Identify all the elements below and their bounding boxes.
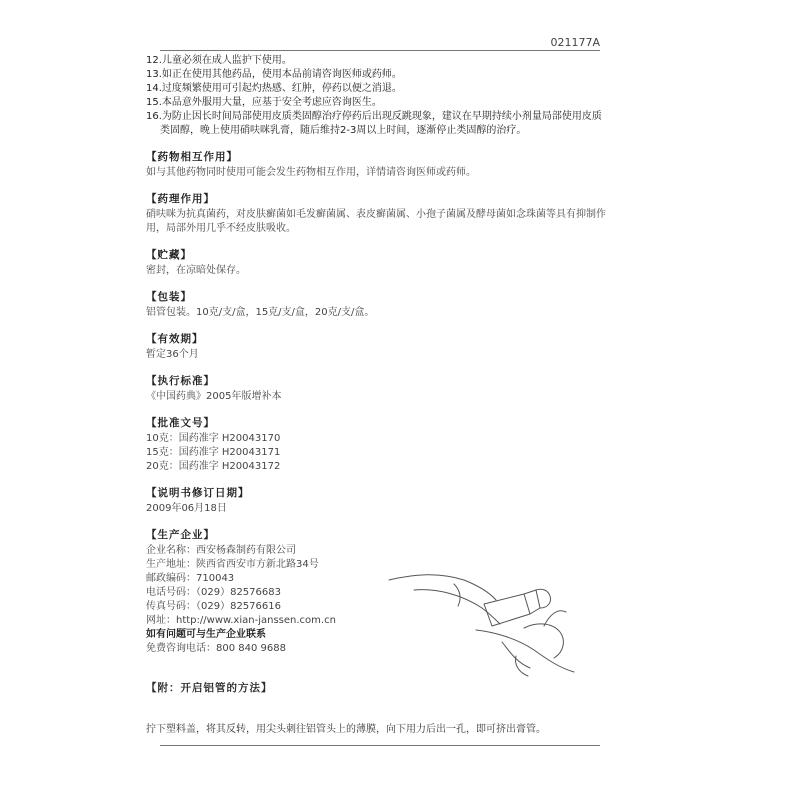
manufacturer-line: 邮政编码：710043 <box>146 573 235 584</box>
precautions-list <box>146 54 606 138</box>
note-item: 12.儿童必须在成人监护下使用。 <box>146 55 292 66</box>
section-title: 【贮藏】 <box>146 249 192 261</box>
section-title: 【包装】 <box>146 291 192 303</box>
section-interaction <box>146 150 606 180</box>
section-body: 暂定36个月 <box>146 349 199 360</box>
hotline: 免费咨询电话：800 840 9688 <box>146 643 286 654</box>
section-body: 密封，在凉暗处保存。 <box>146 265 246 276</box>
appendix-instructions: 拧下塑料盖，将其反转，用尖头刺往铝管头上的薄膜，向下用力后出一孔，即可挤出膏管。 <box>146 724 546 735</box>
section-package <box>146 290 606 320</box>
section-body: 铝管包装。10克/支/盒，15克/支/盒，20克/支/盒。 <box>146 307 375 318</box>
note-item: 14.过度频繁使用可引起灼热感、红肿，停药以便之消退。 <box>146 83 402 94</box>
section-title: 【生产企业】 <box>146 529 215 541</box>
section-body: 硝呋咪为抗真菌药，对皮肤癣菌如毛发癣菌属、表皮癣菌属、小孢子菌属及酵母菌如念珠菌等具有抑制作用，局部外用几乎不经皮肤吸收。 <box>146 209 606 234</box>
section-revision <box>146 486 606 516</box>
manufacturer-line: 电话号码：（029）82576683 <box>146 587 281 598</box>
section-title: 【批准文号】 <box>146 417 215 429</box>
section-approval <box>146 416 606 474</box>
section-validity <box>146 332 606 362</box>
manufacturer-line: 传真号码：（029）82576616 <box>146 601 281 612</box>
bottom-divider <box>160 745 600 746</box>
contact-notice: 如有问题可与生产企业联系 <box>146 629 266 640</box>
section-body: 2009年06月18日 <box>146 503 227 514</box>
section-title: 【执行标准】 <box>146 375 215 387</box>
approval-line: 15克：国药准字 H20043171 <box>146 447 281 458</box>
note-item: 16.为防止因长时间局部使用皮质类固醇治疗停药后出现反跳现象，建议在早期持续小剂量局部使用皮质类固醇，晚上使用硝呋咪乳膏，随后维持2-3周以上时间，逐渐停止类固醇的治疗。 <box>146 111 602 136</box>
tube-opening-illustration <box>384 560 584 685</box>
appendix-title: 【附：开启铝管的方法】 <box>146 682 273 694</box>
approval-line: 20克：国药准字 H20043172 <box>146 461 281 472</box>
section-body: 如与其他药物同时使用可能会发生药物相互作用，详情请咨询医师或药师。 <box>146 167 476 178</box>
section-title: 【药理作用】 <box>146 193 215 205</box>
manufacturer-website: 网址：http://www.xian-janssen.com.cn <box>146 615 336 626</box>
approval-line: 10克：国药准字 H20043170 <box>146 433 281 444</box>
section-title: 【药物相互作用】 <box>146 151 238 163</box>
section-title: 【说明书修订日期】 <box>146 487 250 499</box>
section-storage <box>146 248 606 278</box>
section-body: 《中国药典》2005年版增补本 <box>146 391 282 402</box>
note-item: 15.本品意外服用大量，应基于安全考虑应咨询医生。 <box>146 97 382 108</box>
top-divider <box>160 50 600 51</box>
section-standard <box>146 374 606 404</box>
section-title: 【有效期】 <box>146 333 204 345</box>
manufacturer-line: 企业名称：西安杨森制药有限公司 <box>146 545 296 556</box>
section-pharmacology <box>146 192 606 236</box>
manufacturer-line: 生产地址：陕西省西安市方新北路34号 <box>146 559 319 570</box>
note-item: 13.如正在使用其他药品，使用本品前请咨询医师或药师。 <box>146 69 402 80</box>
document-code: 021177A <box>550 36 600 49</box>
